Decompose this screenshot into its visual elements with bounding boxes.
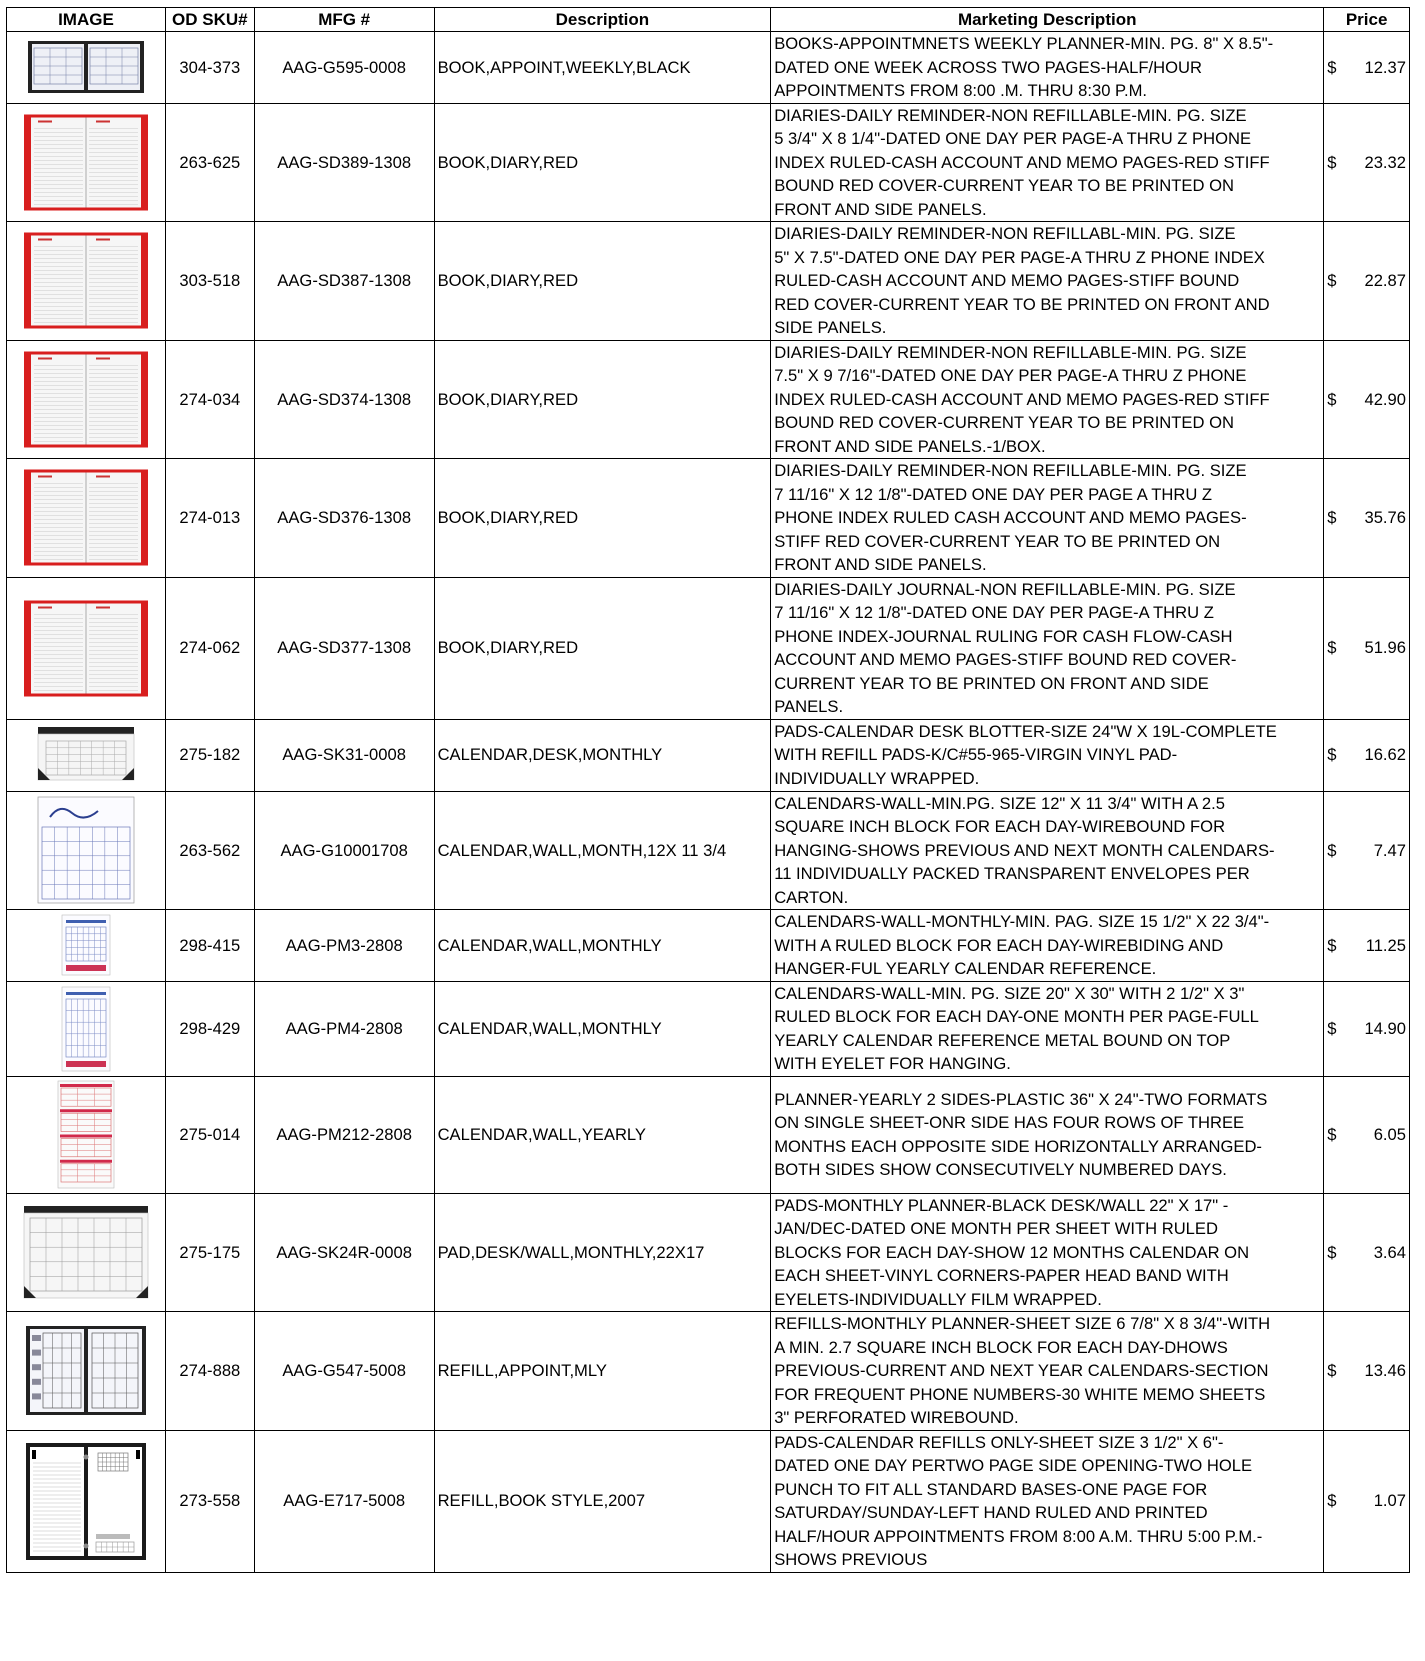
currency-symbol: $ <box>1327 508 1337 527</box>
mfg-number-cell: AAG-PM212-2808 <box>254 1076 434 1193</box>
table-row <box>7 981 1410 1076</box>
red-diary-icon <box>16 343 156 456</box>
mfg-number-cell: AAG-PM3-2808 <box>254 910 434 982</box>
price-cell <box>1324 340 1410 459</box>
product-image <box>7 719 166 791</box>
od-sku-cell: 298-415 <box>165 910 254 982</box>
currency-symbol: $ <box>1327 1018 1337 1038</box>
description-cell: BOOK,DIARY,RED <box>434 577 771 719</box>
description-cell: REFILL,APPOINT,MLY <box>434 1312 771 1431</box>
price-amount: 3.64 <box>1373 1242 1406 1262</box>
product-image <box>7 1430 166 1572</box>
red-diary-icon <box>16 580 156 717</box>
price-cell <box>1324 459 1410 578</box>
currency-symbol: $ <box>1327 57 1337 77</box>
marketing-description-cell: DIARIES-DAILY REMINDER-NON REFILLABLE-MIN. PG. SIZE 5 3/4" X 8 1/4"-DATED ONE DAY PER PAGE-A THRU Z PHONE INDEX RULED-CASH ACCOUNT AND MEMO PAGES-RED STIFF BOUND RED COVER-CURRENT YEAR TO BE PRINTED ON FRONT AND SIDE PANELS. <box>771 103 1324 222</box>
table-row <box>7 1312 1410 1431</box>
price-amount: 7.47 <box>1373 840 1406 860</box>
mfg-number-cell: AAG-G10001708 <box>254 791 434 910</box>
price-cell <box>1324 910 1410 982</box>
header-sku: OD SKU# <box>165 8 254 32</box>
marketing-description-cell: DIARIES-DAILY JOURNAL-NON REFILLABLE-MIN. PG. SIZE 7 11/16" X 12 1/8"-DATED ONE DAY PER PAGE-A THRU Z PHONE INDEX-JOURNAL RULING FOR CASH FLOW-CASH ACCOUNT AND MEMO PAGES-STIFF BOUND RED COVER- CURRENT YEAR TO BE PRINTED ON FRONT AND SIDE PANELS. <box>771 577 1324 719</box>
mfg-number-cell: AAG-G595-0008 <box>254 32 434 104</box>
od-sku-cell: 298-429 <box>165 981 254 1076</box>
description-cell: CALENDAR,DESK,MONTHLY <box>434 719 771 791</box>
red-diary-icon <box>16 106 156 219</box>
wall-calendar-tall-icon <box>16 912 156 978</box>
mfg-number-cell: AAG-PM4-2808 <box>254 981 434 1076</box>
price-cell <box>1324 32 1410 104</box>
currency-symbol: $ <box>1327 1124 1337 1144</box>
yearly-planner-red-icon <box>16 1078 156 1191</box>
table-row <box>7 910 1410 982</box>
marketing-description-cell: CALENDARS-WALL-MIN.PG. SIZE 12" X 11 3/4" WITH A 2.5 SQUARE INCH BLOCK FOR EACH DAY-WIREBOUND FOR HANGING-SHOWS PREVIOUS AND NEXT MONTH CALENDARS- 11 INDIVIDUALLY PACKED TRANSPARENT ENVELOPES PER CARTON. <box>771 791 1324 910</box>
currency-symbol: $ <box>1327 840 1337 860</box>
product-image <box>7 1076 166 1193</box>
price-cell <box>1324 222 1410 341</box>
marketing-description-cell: DIARIES-DAILY REMINDER-NON REFILLABL-MIN. PG. SIZE 5" X 7.5"-DATED ONE DAY PER PAGE-A THRU Z PHONE INDEX RULED-CASH ACCOUNT AND MEMO PAGES-STIFF BOUND RED COVER-CURRENT YEAR TO BE PRINTED ON FRONT AND SIDE PANELS. <box>771 222 1324 341</box>
product-image <box>7 222 166 341</box>
description-cell: CALENDAR,WALL,YEARLY <box>434 1076 771 1193</box>
mfg-number-cell: AAG-SK31-0008 <box>254 719 434 791</box>
price-cell <box>1324 791 1410 910</box>
red-diary-icon <box>16 224 156 337</box>
price-amount: 42.90 <box>1364 389 1406 409</box>
mfg-number-cell: AAG-SD374-1308 <box>254 340 434 459</box>
table-row <box>7 577 1410 719</box>
od-sku-cell: 304-373 <box>165 32 254 104</box>
header-marketing-description: Marketing Description <box>771 8 1324 32</box>
currency-symbol: $ <box>1327 1361 1337 1380</box>
description-cell: BOOK,APPOINT,WEEKLY,BLACK <box>434 32 771 104</box>
wall-calendar-blue-icon <box>16 793 156 907</box>
product-image <box>7 459 166 578</box>
desk-blotter-icon <box>16 721 156 789</box>
mfg-number-cell: AAG-SK24R-0008 <box>254 1193 434 1312</box>
product-image <box>7 340 166 459</box>
od-sku-cell: 273-558 <box>165 1430 254 1572</box>
product-image <box>7 103 166 222</box>
description-cell: BOOK,DIARY,RED <box>434 103 771 222</box>
description-cell: BOOK,DIARY,RED <box>434 222 771 341</box>
od-sku-cell: 274-034 <box>165 340 254 459</box>
od-sku-cell: 275-014 <box>165 1076 254 1193</box>
mfg-number-cell: AAG-SD389-1308 <box>254 103 434 222</box>
monthly-refill-icon <box>16 1314 156 1427</box>
marketing-description-cell: PADS-MONTHLY PLANNER-BLACK DESK/WALL 22" X 17" - JAN/DEC-DATED ONE MONTH PER SHEET WITH RULED BLOCKS FOR EACH DAY-SHOW 12 MONTHS CALENDAR ON EACH SHEET-VINYL CORNERS-PAPER HEAD BAND WITH EYELETS-INDIVIDUALLY FILM WRAPPED. <box>771 1193 1324 1312</box>
marketing-description-cell: PLANNER-YEARLY 2 SIDES-PLASTIC 36" X 24"-TWO FORMATS ON SINGLE SHEET-ONR SIDE HAS FOUR ROWS OF THREE MONTHS EACH OPPOSITE SIDE HORIZONTALLY ARRANGED- BOTH SIDES SHOW CONSECUTIVELY NUMBERED DAYS. <box>771 1076 1324 1193</box>
mfg-number-cell: AAG-SD376-1308 <box>254 459 434 578</box>
price-amount: 1.07 <box>1373 1491 1406 1511</box>
currency-symbol: $ <box>1327 152 1337 172</box>
currency-symbol: $ <box>1327 935 1337 955</box>
currency-symbol: $ <box>1327 1242 1337 1262</box>
mfg-number-cell: AAG-G547-5008 <box>254 1312 434 1431</box>
currency-symbol: $ <box>1327 638 1337 658</box>
table-row <box>7 222 1410 341</box>
description-cell: BOOK,DIARY,RED <box>434 459 771 578</box>
price-amount: 51.96 <box>1364 638 1406 658</box>
currency-symbol: $ <box>1327 745 1337 765</box>
price-cell <box>1324 1430 1410 1572</box>
header-mfg: MFG # <box>254 8 434 32</box>
description-cell: CALENDAR,WALL,MONTHLY <box>434 910 771 982</box>
od-sku-cell: 275-175 <box>165 1193 254 1312</box>
table-row <box>7 791 1410 910</box>
marketing-description-cell: CALENDARS-WALL-MIN. PG. SIZE 20" X 30" WITH 2 1/2" X 3" RULED BLOCK FOR EACH DAY-ONE MONTH PER PAGE-FULL YEARLY CALENDAR REFERENCE METAL BOUND ON TOP WITH EYELET FOR HANGING. <box>771 981 1324 1076</box>
price-cell <box>1324 103 1410 222</box>
header-row <box>7 8 1410 32</box>
table-row <box>7 1193 1410 1312</box>
table-row <box>7 340 1410 459</box>
product-table <box>6 7 1410 1573</box>
description-cell: CALENDAR,WALL,MONTH,12X 11 3/4 <box>434 791 771 910</box>
price-cell <box>1324 577 1410 719</box>
book-style-refill-icon <box>16 1433 156 1570</box>
weekly-planner-black-icon <box>16 35 156 99</box>
od-sku-cell: 275-182 <box>165 719 254 791</box>
description-cell: REFILL,BOOK STYLE,2007 <box>434 1430 771 1572</box>
price-amount: 12.37 <box>1364 57 1406 77</box>
price-amount: 35.76 <box>1364 508 1406 527</box>
product-image <box>7 32 166 104</box>
marketing-description-cell: CALENDARS-WALL-MONTHLY-MIN. PAG. SIZE 15 1/2" X 22 3/4"- WITH A RULED BLOCK FOR EACH DAY-WIREBIDING AND HANGER-FUL YEARLY CALENDAR REFERENCE. <box>771 910 1324 982</box>
currency-symbol: $ <box>1327 271 1337 290</box>
price-amount: 23.32 <box>1364 152 1406 172</box>
od-sku-cell: 263-625 <box>165 103 254 222</box>
mfg-number-cell: AAG-E717-5008 <box>254 1430 434 1572</box>
marketing-description-cell: DIARIES-DAILY REMINDER-NON REFILLABLE-MIN. PG. SIZE 7.5" X 9 7/16"-DATED ONE DAY PER PAGE-A THRU Z PHONE INDEX RULED-CASH ACCOUNT AND MEMO PAGES-RED STIFF BOUND RED COVER-CURRENT YEAR TO BE PRINTED ON FRONT AND SIDE PANELS.-1/BOX. <box>771 340 1324 459</box>
marketing-description-cell: BOOKS-APPOINTMNETS WEEKLY PLANNER-MIN. PG. 8" X 8.5"- DATED ONE WEEK ACROSS TWO PAGES-HALF/HOUR APPOINTMENTS FROM 8:00 .M. THRU 8:30 P.M. <box>771 32 1324 104</box>
product-image <box>7 1193 166 1312</box>
header-description: Description <box>434 8 771 32</box>
currency-symbol: $ <box>1327 1491 1337 1511</box>
currency-symbol: $ <box>1327 389 1337 409</box>
price-cell <box>1324 981 1410 1076</box>
table-row <box>7 1076 1410 1193</box>
price-cell <box>1324 1076 1410 1193</box>
description-cell: CALENDAR,WALL,MONTHLY <box>434 981 771 1076</box>
table-row <box>7 103 1410 222</box>
red-diary-icon <box>16 461 156 574</box>
product-image <box>7 981 166 1076</box>
price-amount: 13.46 <box>1364 1361 1406 1380</box>
product-image <box>7 577 166 719</box>
od-sku-cell: 274-013 <box>165 459 254 578</box>
header-image: IMAGE <box>7 8 166 32</box>
marketing-description-cell: PADS-CALENDAR REFILLS ONLY-SHEET SIZE 3 1/2" X 6"- DATED ONE DAY PERTWO PAGE SIDE OPENING-TWO HOLE PUNCH TO FIT ALL STANDARD BASES-ONE PAGE FOR SATURDAY/SUNDAY-LEFT HAND RULED AND PRINTED HALF/HOUR APPOINTMENTS FROM 8:00 A.M. THRU 5:00 P.M.- SHOWS PREVIOUS <box>771 1430 1324 1572</box>
table-row <box>7 1430 1410 1572</box>
marketing-description-cell: PADS-CALENDAR DESK BLOTTER-SIZE 24"W X 19L-COMPLETE WITH REFILL PADS-K/C#55-965-VIRGIN VINYL PAD- INDIVIDUALLY WRAPPED. <box>771 719 1324 791</box>
product-image <box>7 1312 166 1431</box>
mfg-number-cell: AAG-SD387-1308 <box>254 222 434 341</box>
price-cell <box>1324 719 1410 791</box>
price-cell <box>1324 1193 1410 1312</box>
price-amount: 14.90 <box>1364 1018 1406 1038</box>
price-amount: 11.25 <box>1365 935 1406 955</box>
desk-pad-black-icon <box>16 1196 156 1309</box>
wall-calendar-tall-icon <box>16 984 156 1074</box>
description-cell: PAD,DESK/WALL,MONTHLY,22X17 <box>434 1193 771 1312</box>
price-amount: 22.87 <box>1364 271 1406 290</box>
product-image <box>7 791 166 910</box>
header-price: Price <box>1324 8 1410 32</box>
od-sku-cell: 303-518 <box>165 222 254 341</box>
price-cell <box>1324 1312 1410 1431</box>
table-row <box>7 719 1410 791</box>
od-sku-cell: 274-062 <box>165 577 254 719</box>
marketing-description-cell: REFILLS-MONTHLY PLANNER-SHEET SIZE 6 7/8" X 8 3/4"-WITH A MIN. 2.7 SQUARE INCH BLOCK FOR EACH DAY-DHOWS PREVIOUS-CURRENT AND NEXT YEAR CALENDARS-SECTION FOR FREQUENT PHONE NUMBERS-30 WHITE MEMO SHEETS 3" PERFORATED WIREBOUND. <box>771 1312 1324 1431</box>
description-cell: BOOK,DIARY,RED <box>434 340 771 459</box>
mfg-number-cell: AAG-SD377-1308 <box>254 577 434 719</box>
marketing-description-cell: DIARIES-DAILY REMINDER-NON REFILLABLE-MIN. PG. SIZE 7 11/16" X 12 1/8"-DATED ONE DAY PER PAGE A THRU Z PHONE INDEX RULED CASH ACCOUNT AND MEMO PAGES- STIFF RED COVER-CURRENT YEAR TO BE PRINTED ON FRONT AND SIDE PANELS. <box>771 459 1324 578</box>
table-row <box>7 459 1410 578</box>
price-amount: 16.62 <box>1364 745 1406 765</box>
product-image <box>7 910 166 982</box>
table-row <box>7 32 1410 104</box>
od-sku-cell: 263-562 <box>165 791 254 910</box>
price-amount: 6.05 <box>1373 1124 1406 1144</box>
od-sku-cell: 274-888 <box>165 1312 254 1431</box>
